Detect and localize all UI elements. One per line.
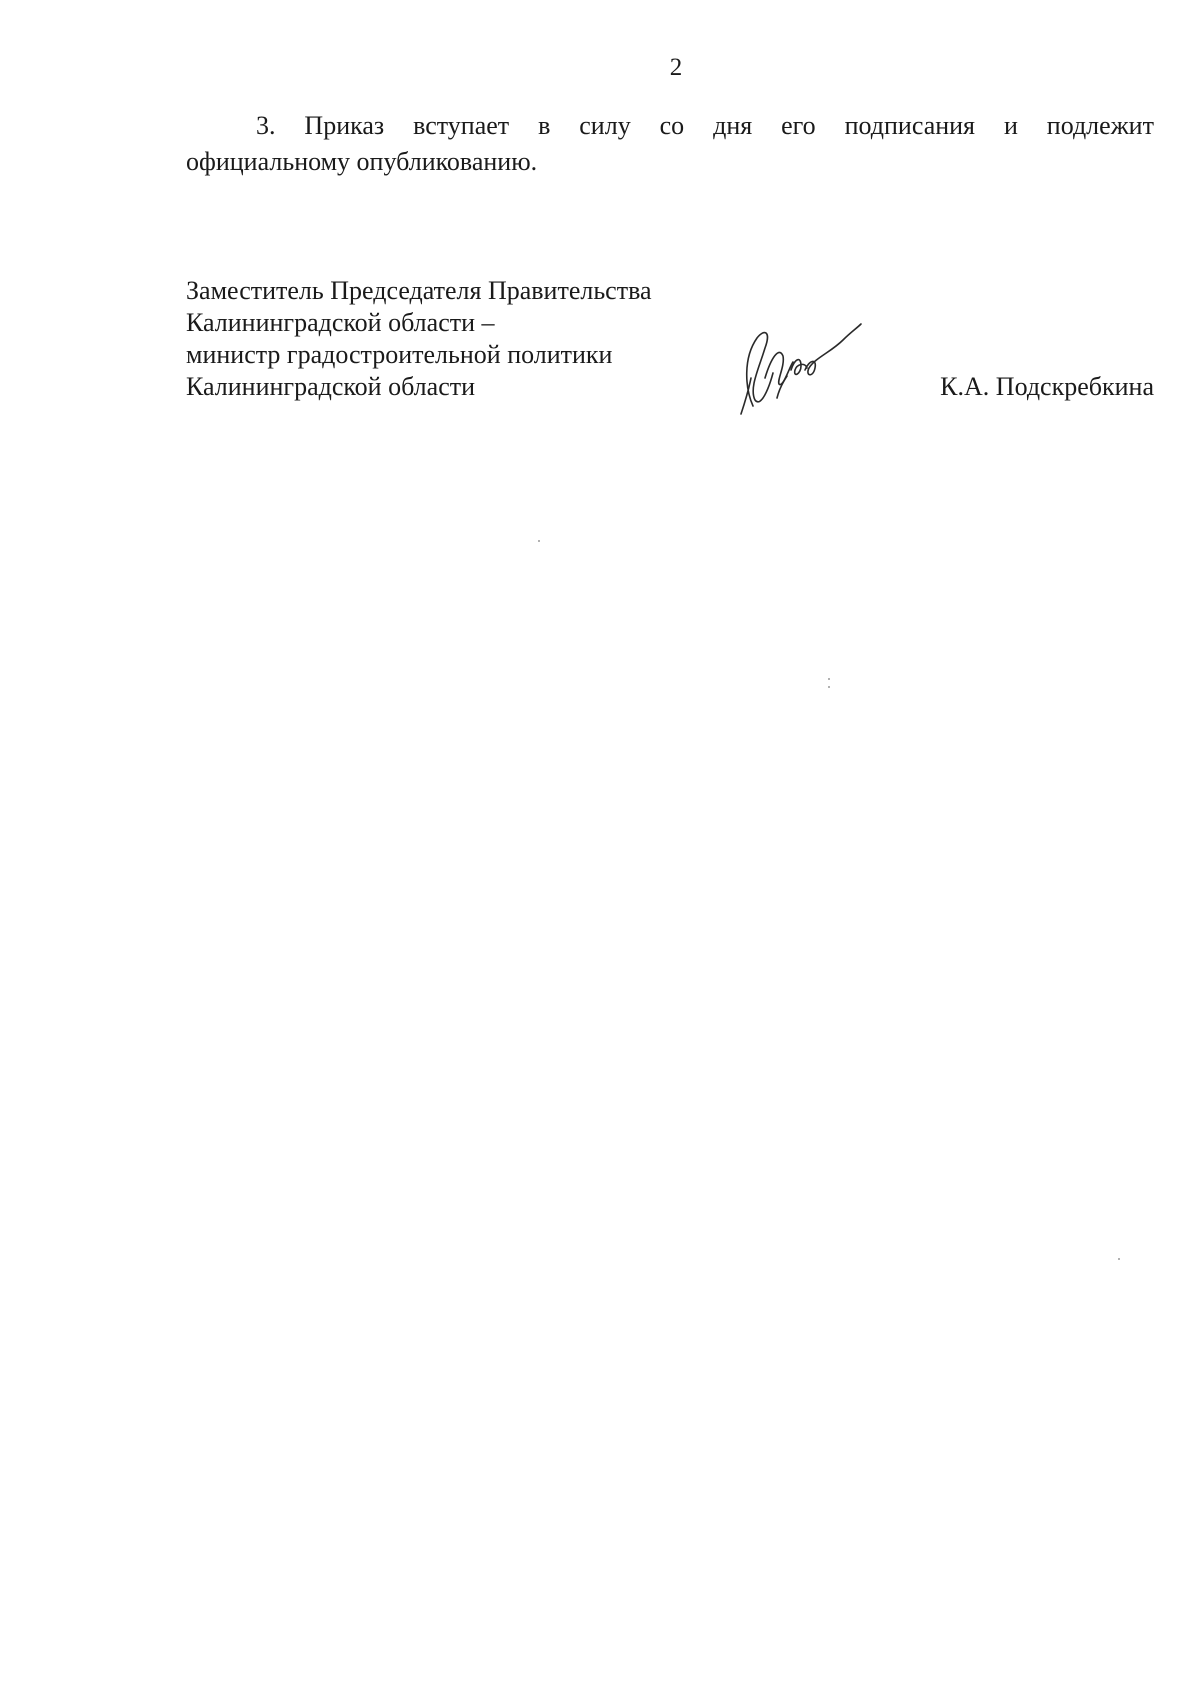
- clause-word: Приказ: [304, 111, 385, 140]
- clause-word: подписания: [844, 111, 976, 140]
- clause-word: его: [781, 111, 816, 140]
- clause-word: дня: [713, 111, 753, 140]
- signatory-title-line: Заместитель Председателя Правительства: [186, 276, 652, 305]
- clause-line-2: официальному опубликованию.: [186, 147, 538, 176]
- scan-speck: [828, 686, 830, 688]
- scan-speck: [538, 540, 540, 542]
- clause-word: силу: [579, 111, 631, 140]
- clause-3-paragraph: [186, 108, 1154, 180]
- signer-name: К.А. Подскребкина: [940, 372, 1154, 401]
- clause-word: в: [538, 111, 551, 140]
- clause-word: и: [1003, 111, 1018, 140]
- signatory-title-block: [186, 275, 652, 403]
- handwritten-signature: [735, 318, 865, 418]
- clause-word: 3.: [256, 111, 276, 140]
- clause-word: со: [659, 111, 685, 140]
- page-number: 2: [669, 54, 683, 81]
- clause-word: подлежит: [1046, 111, 1154, 140]
- signatory-title-line: министр градостроительной политики: [186, 340, 613, 369]
- scan-speck: [1118, 1258, 1120, 1260]
- clause-word: вступает: [413, 111, 510, 140]
- clause-line-1: [186, 108, 1154, 144]
- signatory-title-line: Калининградской области –: [186, 308, 495, 337]
- scan-speck: [828, 678, 830, 680]
- signatory-title-line: Калининградской области: [186, 372, 476, 401]
